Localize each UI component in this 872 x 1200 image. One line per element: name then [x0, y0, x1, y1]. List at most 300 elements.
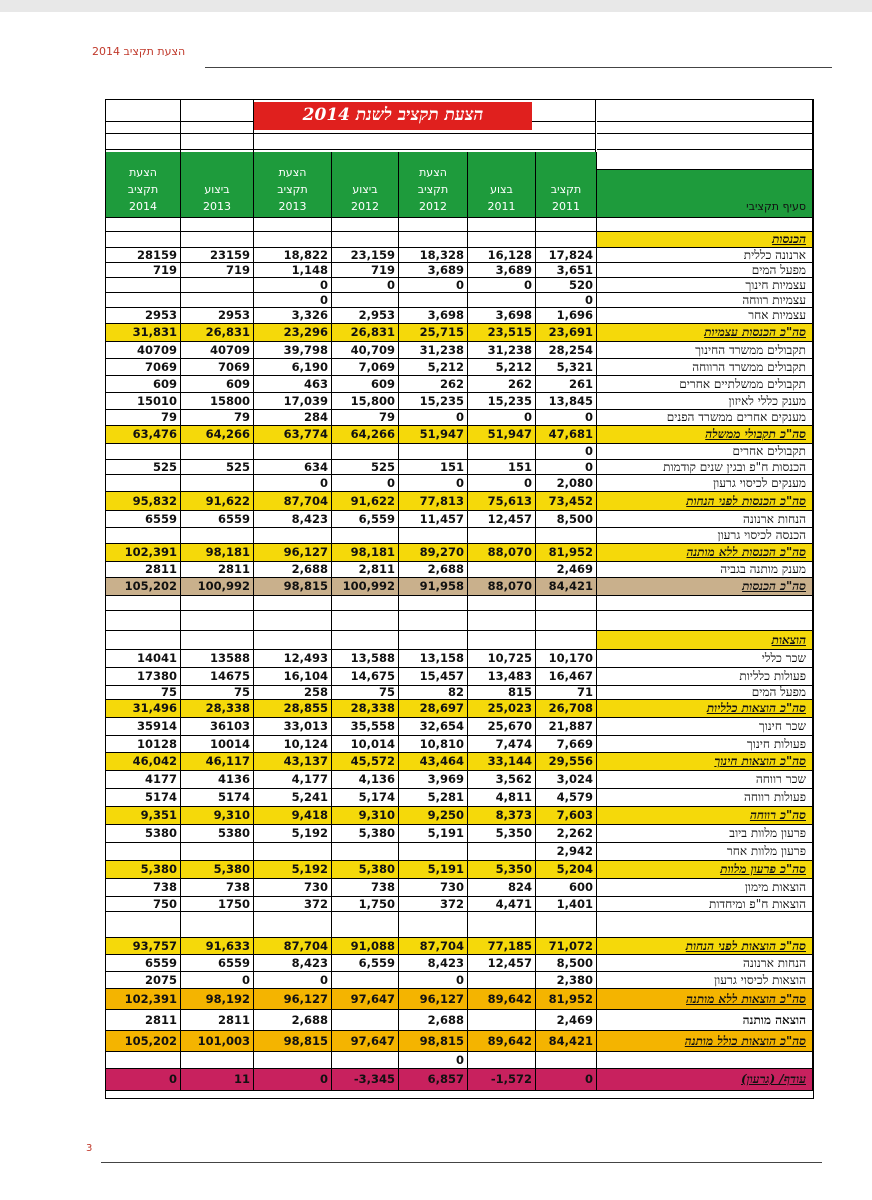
value-cell: 5,204: [536, 861, 597, 879]
value-cell: 89,642: [468, 1031, 536, 1052]
value-cell: 8,500: [536, 511, 597, 528]
value-cell: [332, 1010, 399, 1031]
value-cell: 3,698: [468, 308, 536, 324]
row-label: [597, 596, 813, 611]
row-label: סה"כ הוצאות כולל מותנה: [597, 1031, 813, 1052]
value-cell: 5380: [106, 825, 181, 843]
value-cell: 0: [254, 1069, 332, 1091]
value-cell: [332, 232, 399, 248]
row-label: מפעל המים: [597, 686, 813, 700]
value-cell: 2,688: [254, 1010, 332, 1031]
value-cell: 10128: [106, 736, 181, 753]
value-cell: 35,558: [332, 718, 399, 736]
row-label: [597, 912, 813, 938]
value-cell: 5,241: [254, 789, 332, 807]
value-cell: 3,689: [468, 263, 536, 278]
row-label: ארנונה כללית: [597, 248, 813, 263]
column-header-line: הצעת: [129, 166, 157, 179]
row-label: מענק כללי לאיזון: [597, 393, 813, 410]
value-cell: 2953: [181, 308, 254, 324]
value-cell: 0: [536, 410, 597, 426]
column-header-line: תקציב: [127, 183, 159, 196]
value-cell: 51,947: [399, 426, 468, 444]
value-cell: 738: [332, 879, 399, 897]
row-label: תקבולים ממשלתיים אחרים: [597, 376, 813, 393]
header-blank-cell: [597, 100, 813, 122]
row-label: פרעון מלוות אחר: [597, 843, 813, 861]
value-cell: 13,588: [332, 650, 399, 668]
value-cell: [181, 278, 254, 293]
value-cell: 15800: [181, 393, 254, 410]
header-blank-cell: [181, 122, 254, 134]
value-cell: 8,423: [254, 955, 332, 972]
value-cell: 81,952: [536, 989, 597, 1010]
value-cell: 64,266: [332, 426, 399, 444]
value-cell: 88,070: [468, 544, 536, 562]
value-cell: 5,212: [468, 359, 536, 376]
value-cell: 79: [181, 410, 254, 426]
header-rule: [205, 67, 832, 68]
value-cell: [254, 596, 332, 611]
value-cell: 8,423: [254, 511, 332, 528]
value-cell: 9,310: [332, 807, 399, 825]
value-cell: 14675: [181, 668, 254, 686]
value-cell: 35914: [106, 718, 181, 736]
value-cell: 3,024: [536, 771, 597, 789]
value-cell: [181, 293, 254, 308]
value-cell: 11: [181, 1069, 254, 1091]
value-cell: 75: [332, 686, 399, 700]
value-cell: 5,192: [254, 825, 332, 843]
row-label: סה"כ הכנסות עצמיות: [597, 324, 813, 342]
value-cell: 10,014: [332, 736, 399, 753]
value-cell: 36103: [181, 718, 254, 736]
value-cell: [468, 1052, 536, 1069]
row-label: סה"כ תקבולי ממשלה: [597, 426, 813, 444]
value-cell: [536, 1052, 597, 1069]
value-cell: 64,266: [181, 426, 254, 444]
value-cell: 2,953: [332, 308, 399, 324]
row-label: [597, 218, 813, 232]
value-cell: [468, 631, 536, 650]
value-cell: 0: [254, 972, 332, 989]
value-cell: 71: [536, 686, 597, 700]
column-header-line: 2013: [203, 200, 231, 213]
value-cell: 7,669: [536, 736, 597, 753]
value-cell: 16,467: [536, 668, 597, 686]
value-cell: 96,127: [254, 989, 332, 1010]
row-label: סה"כ הכנסות: [597, 578, 813, 596]
value-cell: [332, 596, 399, 611]
value-cell: 28159: [106, 248, 181, 263]
value-cell: 45,572: [332, 753, 399, 771]
value-cell: [332, 972, 399, 989]
value-cell: 15,457: [399, 668, 468, 686]
value-cell: 33,013: [254, 718, 332, 736]
value-cell: 75: [106, 686, 181, 700]
value-cell: 11,457: [399, 511, 468, 528]
value-cell: 0: [536, 1069, 597, 1091]
value-cell: 2,380: [536, 972, 597, 989]
value-cell: 10014: [181, 736, 254, 753]
value-cell: [181, 232, 254, 248]
value-cell: 43,464: [399, 753, 468, 771]
value-cell: 75: [181, 686, 254, 700]
value-cell: 2953: [106, 308, 181, 324]
label-column-header-text: סעיף תקציבי: [746, 200, 806, 213]
column-header: [536, 152, 597, 218]
value-cell: [468, 596, 536, 611]
value-cell: [399, 596, 468, 611]
value-cell: 5,281: [399, 789, 468, 807]
value-cell: 7,069: [332, 359, 399, 376]
value-cell: 5,380: [332, 861, 399, 879]
row-label: סה"כ פרעון מלוות: [597, 861, 813, 879]
value-cell: [332, 843, 399, 861]
value-cell: 25,670: [468, 718, 536, 736]
value-cell: [332, 631, 399, 650]
value-cell: 372: [399, 897, 468, 912]
value-cell: 284: [254, 410, 332, 426]
row-label: סה"כ הוצאות חינוך: [597, 753, 813, 771]
value-cell: 6,857: [399, 1069, 468, 1091]
column-header: [399, 152, 468, 218]
value-cell: 100,992: [332, 578, 399, 596]
value-cell: 6,190: [254, 359, 332, 376]
value-cell: [332, 218, 399, 232]
row-label: פרעון מלוות ביוב: [597, 825, 813, 843]
value-cell: [181, 912, 254, 938]
value-cell: 4,471: [468, 897, 536, 912]
value-cell: 96,127: [399, 989, 468, 1010]
value-cell: 4,136: [332, 771, 399, 789]
row-label: הוצאות: [597, 631, 813, 650]
header-blank-cell: [254, 134, 596, 150]
row-label: עודף/ (גרעון): [597, 1069, 813, 1091]
column-header: [332, 152, 399, 218]
value-cell: [536, 912, 597, 938]
value-cell: 26,831: [181, 324, 254, 342]
value-cell: [106, 218, 181, 232]
value-cell: 25,023: [468, 700, 536, 718]
value-cell: [536, 232, 597, 248]
value-cell: 8,373: [468, 807, 536, 825]
value-cell: [332, 611, 399, 631]
row-label: פעולות רווחה: [597, 789, 813, 807]
column-header-line: תקציב: [550, 183, 582, 196]
value-cell: 39,798: [254, 342, 332, 359]
value-cell: 3,326: [254, 308, 332, 324]
value-cell: 525: [106, 460, 181, 475]
value-cell: 719: [106, 263, 181, 278]
value-cell: 0: [254, 293, 332, 308]
value-cell: [181, 218, 254, 232]
value-cell: 12,457: [468, 955, 536, 972]
column-header-line: תקציב: [277, 183, 308, 196]
value-cell: 79: [106, 410, 181, 426]
value-cell: 0: [181, 972, 254, 989]
value-cell: 5,350: [468, 825, 536, 843]
value-cell: 0: [332, 475, 399, 492]
value-cell: 3,651: [536, 263, 597, 278]
value-cell: 0: [332, 278, 399, 293]
value-cell: [106, 475, 181, 492]
value-cell: 26,831: [332, 324, 399, 342]
value-cell: [399, 293, 468, 308]
row-label: סה"כ הכנסות ללא מותנה: [597, 544, 813, 562]
value-cell: [468, 611, 536, 631]
column-header-line: בצוע: [490, 183, 513, 196]
value-cell: 5,350: [468, 861, 536, 879]
row-label: עצמיות רווחה: [597, 293, 813, 308]
value-cell: 97,647: [332, 1031, 399, 1052]
value-cell: 13,158: [399, 650, 468, 668]
value-cell: 730: [254, 879, 332, 897]
value-cell: 98,181: [332, 544, 399, 562]
value-cell: 3,698: [399, 308, 468, 324]
value-cell: 4,579: [536, 789, 597, 807]
value-cell: 91,088: [332, 938, 399, 955]
value-cell: 262: [399, 376, 468, 393]
column-header: [106, 152, 181, 218]
value-cell: 3,562: [468, 771, 536, 789]
value-cell: 23159: [181, 248, 254, 263]
value-cell: [399, 843, 468, 861]
value-cell: 525: [181, 460, 254, 475]
row-label: סה"כ רווחה: [597, 807, 813, 825]
header-blank-cell: [106, 100, 181, 122]
column-header-line: הצעת: [278, 166, 307, 179]
value-cell: 23,515: [468, 324, 536, 342]
value-cell: 98,815: [399, 1031, 468, 1052]
row-label: הוצאות לכיסוי גרעון: [597, 972, 813, 989]
value-cell: 1,750: [332, 897, 399, 912]
value-cell: 151: [468, 460, 536, 475]
value-cell: 81,952: [536, 544, 597, 562]
value-cell: [106, 912, 181, 938]
value-cell: 0: [399, 1052, 468, 1069]
value-cell: 28,254: [536, 342, 597, 359]
column-header-line: הצעת: [419, 166, 447, 179]
value-cell: [468, 232, 536, 248]
value-cell: 0: [536, 460, 597, 475]
value-cell: 261: [536, 376, 597, 393]
value-cell: 13,845: [536, 393, 597, 410]
table-title: הצעת תקציב לשנת 2014: [254, 102, 532, 130]
value-cell: [181, 1052, 254, 1069]
value-cell: [536, 218, 597, 232]
value-cell: 8,423: [399, 955, 468, 972]
value-cell: 0: [399, 278, 468, 293]
value-cell: 6,559: [332, 511, 399, 528]
value-cell: 4136: [181, 771, 254, 789]
value-cell: [332, 912, 399, 938]
value-cell: 91,958: [399, 578, 468, 596]
value-cell: 5,321: [536, 359, 597, 376]
value-cell: [106, 596, 181, 611]
value-cell: [106, 528, 181, 544]
value-cell: 609: [332, 376, 399, 393]
value-cell: 31,238: [399, 342, 468, 359]
value-cell: [399, 528, 468, 544]
value-cell: 0: [399, 475, 468, 492]
value-cell: 2,688: [399, 1010, 468, 1031]
row-label: הוצאה מותנה: [597, 1010, 813, 1031]
value-cell: 40709: [106, 342, 181, 359]
value-cell: 21,887: [536, 718, 597, 736]
value-cell: [468, 843, 536, 861]
value-cell: 15,235: [399, 393, 468, 410]
value-cell: 7,603: [536, 807, 597, 825]
value-cell: 7069: [106, 359, 181, 376]
value-cell: 12,493: [254, 650, 332, 668]
column-header-line: 2014: [129, 200, 157, 213]
value-cell: [106, 1052, 181, 1069]
value-cell: [181, 611, 254, 631]
value-cell: 13588: [181, 650, 254, 668]
value-cell: 5174: [106, 789, 181, 807]
value-cell: 28,338: [332, 700, 399, 718]
value-cell: 91,633: [181, 938, 254, 955]
row-label: [597, 611, 813, 631]
value-cell: 40,709: [332, 342, 399, 359]
header-blank-cell: [597, 150, 813, 170]
row-label: מפעל המים: [597, 263, 813, 278]
value-cell: 17,824: [536, 248, 597, 263]
value-cell: [181, 843, 254, 861]
value-cell: 32,654: [399, 718, 468, 736]
value-cell: 13,483: [468, 668, 536, 686]
column-header-line: 2012: [351, 200, 379, 213]
value-cell: 2811: [181, 562, 254, 578]
value-cell: 91,622: [332, 492, 399, 511]
column-header-line: ביצוע: [352, 183, 378, 196]
value-cell: 82: [399, 686, 468, 700]
value-cell: [106, 611, 181, 631]
value-cell: 98,192: [181, 989, 254, 1010]
value-cell: 738: [181, 879, 254, 897]
value-cell: 463: [254, 376, 332, 393]
value-cell: 46,042: [106, 753, 181, 771]
value-cell: 40709: [181, 342, 254, 359]
value-cell: 102,391: [106, 989, 181, 1010]
row-label: הנחות ארנונה: [597, 955, 813, 972]
value-cell: 719: [181, 263, 254, 278]
value-cell: [468, 528, 536, 544]
value-cell: [106, 631, 181, 650]
value-cell: 4,811: [468, 789, 536, 807]
value-cell: 77,185: [468, 938, 536, 955]
value-cell: 0: [106, 1069, 181, 1091]
value-cell: [399, 611, 468, 631]
value-cell: 5,191: [399, 825, 468, 843]
header-blank-cell: [597, 134, 813, 150]
value-cell: 0: [468, 410, 536, 426]
value-cell: [181, 528, 254, 544]
value-cell: 2,469: [536, 562, 597, 578]
value-cell: 815: [468, 686, 536, 700]
value-cell: 262: [468, 376, 536, 393]
value-cell: 525: [332, 460, 399, 475]
value-cell: 5,380: [106, 861, 181, 879]
value-cell: 84,421: [536, 578, 597, 596]
value-cell: 100,992: [181, 578, 254, 596]
value-cell: 84,421: [536, 1031, 597, 1052]
value-cell: 609: [106, 376, 181, 393]
value-cell: 5,174: [332, 789, 399, 807]
value-cell: 28,697: [399, 700, 468, 718]
value-cell: 520: [536, 278, 597, 293]
value-cell: 93,757: [106, 938, 181, 955]
value-cell: 10,124: [254, 736, 332, 753]
value-cell: [536, 611, 597, 631]
value-cell: [106, 843, 181, 861]
row-label: מענקים לכיסוי גרעון: [597, 475, 813, 492]
value-cell: [468, 1010, 536, 1031]
value-cell: 16,128: [468, 248, 536, 263]
value-cell: [536, 596, 597, 611]
value-cell: 31,831: [106, 324, 181, 342]
value-cell: 16,104: [254, 668, 332, 686]
row-label: הכנסות: [597, 232, 813, 248]
header-blank-cell: [181, 134, 254, 150]
row-label: פעולות כלליות: [597, 668, 813, 686]
row-label: תקבולים אחרים: [597, 444, 813, 460]
value-cell: [536, 631, 597, 650]
value-cell: 89,642: [468, 989, 536, 1010]
row-label: [597, 1052, 813, 1069]
value-cell: 63,476: [106, 426, 181, 444]
value-cell: 4177: [106, 771, 181, 789]
value-cell: 5,380: [332, 825, 399, 843]
value-cell: 0: [468, 278, 536, 293]
value-cell: 2,469: [536, 1010, 597, 1031]
value-cell: [399, 631, 468, 650]
value-cell: 0: [536, 293, 597, 308]
value-cell: 10,725: [468, 650, 536, 668]
value-cell: 0: [399, 410, 468, 426]
row-label: סה"כ הוצאות לפני הנחות: [597, 938, 813, 955]
value-cell: 14041: [106, 650, 181, 668]
value-cell: 96,127: [254, 544, 332, 562]
value-cell: 28,338: [181, 700, 254, 718]
value-cell: 6559: [181, 955, 254, 972]
column-header: [181, 152, 254, 218]
value-cell: 43,137: [254, 753, 332, 771]
value-cell: 47,681: [536, 426, 597, 444]
value-cell: 1,148: [254, 263, 332, 278]
value-cell: 0: [468, 475, 536, 492]
value-cell: 719: [332, 263, 399, 278]
value-cell: 2,811: [332, 562, 399, 578]
value-cell: 738: [106, 879, 181, 897]
value-cell: 2,262: [536, 825, 597, 843]
value-cell: 5,212: [399, 359, 468, 376]
value-cell: 0: [399, 972, 468, 989]
value-cell: 2,688: [254, 562, 332, 578]
value-cell: 1750: [181, 897, 254, 912]
value-cell: [254, 218, 332, 232]
column-header-line: תקציב: [417, 183, 449, 196]
value-cell: 5,192: [254, 861, 332, 879]
value-cell: 101,003: [181, 1031, 254, 1052]
value-cell: [468, 912, 536, 938]
row-label: מענק מותנה בגביה: [597, 562, 813, 578]
value-cell: 600: [536, 879, 597, 897]
value-cell: 14,675: [332, 668, 399, 686]
value-cell: 23,691: [536, 324, 597, 342]
value-cell: 730: [399, 879, 468, 897]
